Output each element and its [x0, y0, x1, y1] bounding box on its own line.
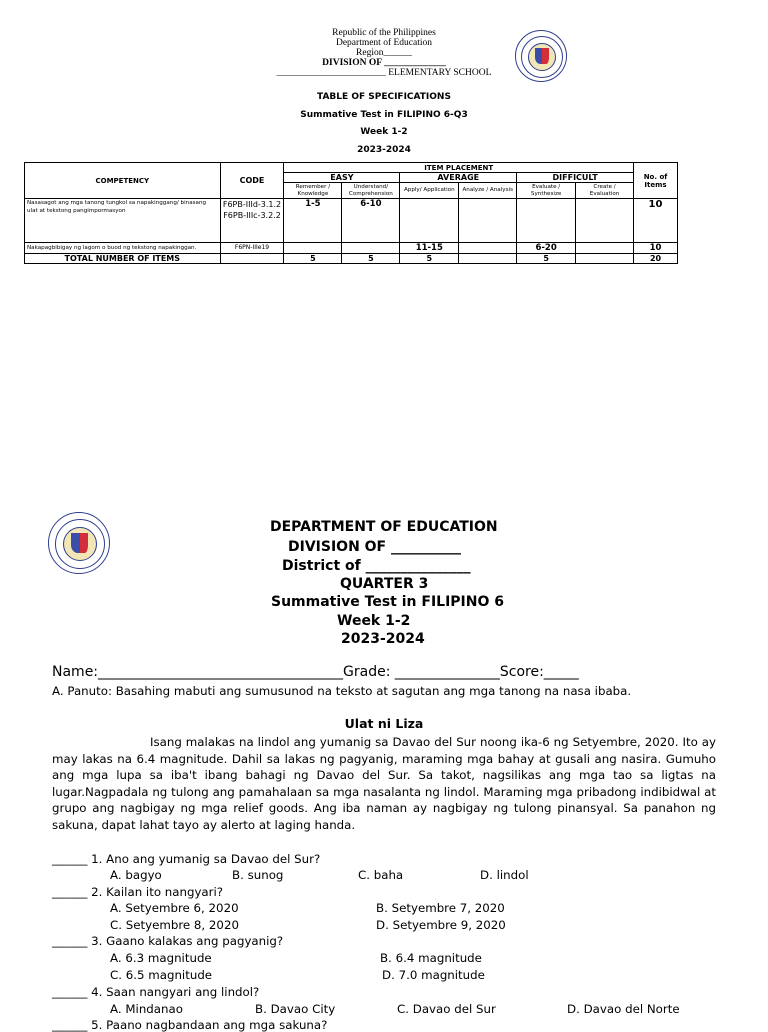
deped-seal-icon — [48, 512, 110, 574]
cell-c1 — [284, 243, 342, 254]
reading-passage: Isang malakas na lindol ang yumanig sa Davao del Sur noong ika-6 ng Setyembre, 2020. Ito ay may lakas na 6.4 magnitude. Dahil sa lakas ng pagyanig, maraming mga bahay at gusali ang nasira. Gumuho ang mga lupa sa iba't ibang bahagi ng Davao del Sur. Sa takot, nagsilikas ang mga tao sa ligtas na lugar.Nagpadala ng tulong ang pamahalaan sa mga nasalanta ng lindol. Maraming mga pribadong indibidwal at grupo ang nagbigay ng mga relief goods. Ang iba naman ay nagbigay ng tulong pinansyal. Sa panahon ng sakuna, dapat lahat tayo ay alerto at laging handa. — [52, 735, 716, 832]
question-stem[interactable]: ______ 1. Ano ang yumanig sa Davao del Sur? — [52, 852, 321, 866]
col-item-placement: ITEM PLACEMENT — [284, 163, 634, 173]
test-dept: DEPARTMENT OF EDUCATION — [270, 519, 498, 535]
sub-create: Create / Evaluation — [576, 183, 634, 199]
col-competency: COMPETENCY — [25, 163, 221, 199]
col-no-items: No. of Items — [634, 163, 678, 199]
header-republic: Republic of the Philippines — [332, 28, 436, 38]
choice[interactable]: B. 6.4 magnitude — [380, 951, 482, 965]
total-label: TOTAL NUMBER OF ITEMS — [25, 254, 221, 264]
total-row — [25, 254, 678, 264]
col-difficult: DIFFICULT — [517, 173, 634, 183]
choice[interactable]: C. Davao del Sur — [397, 1002, 496, 1016]
competency-cell: Nasasagot ang mga tanong tungkol sa napakinggang/ binasang ulat at tekstong pangimpormasyon — [25, 199, 221, 243]
sub-remember: Remember / Knowledge — [284, 183, 342, 199]
choice[interactable]: A. bagyo — [110, 868, 162, 882]
choice[interactable]: D. Setyembre 9, 2020 — [376, 918, 506, 932]
tos-header — [0, 28, 768, 78]
cell-c2 — [342, 243, 400, 254]
header-department: Department of Education — [335, 38, 433, 48]
code-cell: F6PB-IIId-3.1.2 F6PB-IIIc-3.2.2 — [220, 199, 284, 243]
choice[interactable]: B. sunog — [232, 868, 284, 882]
choice[interactable]: C. 6.5 magnitude — [110, 968, 213, 982]
choice[interactable]: A. 6.3 magnitude — [110, 951, 212, 965]
choice[interactable]: A. Mindanao — [110, 1002, 183, 1016]
choice[interactable]: A. Setyembre 6, 2020 — [110, 901, 239, 915]
cell-c5: 6-20 — [517, 243, 576, 254]
student-info-fields[interactable]: Name:___________________________________Grade: _______________Score:_____ — [52, 664, 579, 680]
test-division: DIVISION OF __________ — [288, 539, 461, 555]
header-school: _______________________ ELEMENTARY SCHOOL — [276, 68, 492, 78]
question-stem[interactable]: ______ 4. Saan nangyari ang lindol? — [52, 985, 260, 999]
cell-c6 — [576, 199, 634, 243]
sub-apply: Apply/ Application — [400, 183, 459, 199]
table-row — [25, 199, 678, 243]
cell-c3 — [400, 199, 459, 243]
total-c3: 5 — [400, 254, 459, 264]
test-week: Week 1-2 — [337, 613, 411, 629]
test-district: District of _______________ — [282, 558, 471, 574]
cell-items: 10 — [634, 243, 678, 254]
cell-c4 — [459, 243, 517, 254]
tos-title: TABLE OF SPECIFICATIONS — [317, 92, 451, 102]
sub-evaluate: Evaluate / Synthesize — [517, 183, 576, 199]
question-stem[interactable]: ______ 5. Paano nagbandaan ang mga sakuna? — [52, 1018, 328, 1032]
col-code: CODE — [220, 163, 284, 199]
table-row — [25, 243, 678, 254]
total-c1: 5 — [284, 254, 342, 264]
total-c4 — [459, 254, 517, 264]
cell-c5 — [517, 199, 576, 243]
deped-seal-icon — [515, 30, 567, 82]
header-division: DIVISION OF _____________ — [322, 58, 446, 68]
question-stem[interactable]: ______ 3. Gaano kalakas ang pagyanig? — [52, 934, 284, 948]
choice[interactable]: C. baha — [358, 868, 404, 882]
competency-cell: Nakapagbibigay ng lagom o buod ng tekstong napakinggan. — [25, 243, 221, 254]
choice[interactable]: B. Setyembre 7, 2020 — [376, 901, 505, 915]
total-c5: 5 — [517, 254, 576, 264]
tos-week: Week 1-2 — [360, 127, 408, 137]
total-c6 — [576, 254, 634, 264]
choice[interactable]: C. Setyembre 8, 2020 — [110, 918, 239, 932]
choice[interactable]: D. Davao del Norte — [567, 1002, 680, 1016]
cell-c4 — [459, 199, 517, 243]
header-region: Region______ — [356, 48, 412, 58]
col-easy: EASY — [284, 173, 400, 183]
tos-year: 2023-2024 — [357, 145, 411, 155]
cell-c6 — [576, 243, 634, 254]
code-cell: F6PN-IIIe19 — [220, 243, 284, 254]
cell-items: 10 — [634, 199, 678, 243]
tos-subtitle: Summative Test in FILIPINO 6-Q3 — [300, 110, 468, 120]
choice[interactable]: B. Davao City — [255, 1002, 336, 1016]
test-quarter: QUARTER 3 — [340, 576, 429, 592]
test-title: Summative Test in FILIPINO 6 — [271, 594, 504, 610]
specifications-table — [24, 162, 678, 264]
cell-c2: 6-10 — [342, 199, 400, 243]
sub-analyze: Analyze / Analysis — [459, 183, 517, 199]
sub-understand: Understand/ Comprehension — [342, 183, 400, 199]
choice[interactable]: D. 7.0 magnitude — [382, 968, 485, 982]
reading-title: Ulat ni Liza — [344, 716, 424, 731]
cell-c1: 1-5 — [284, 199, 342, 243]
instruction: A. Panuto: Basahing mabuti ang sumusunod na teksto at sagutan ang mga tanong na nasa ibaba. — [52, 684, 632, 698]
test-year: 2023-2024 — [341, 631, 425, 647]
choice[interactable]: D. lindol — [480, 868, 529, 882]
cell-c3: 11-15 — [400, 243, 459, 254]
total-code — [220, 254, 284, 264]
col-average: AVERAGE — [400, 173, 517, 183]
total-items: 20 — [634, 254, 678, 264]
total-c2: 5 — [342, 254, 400, 264]
question-stem[interactable]: ______ 2. Kailan ito nangyari? — [52, 885, 224, 899]
